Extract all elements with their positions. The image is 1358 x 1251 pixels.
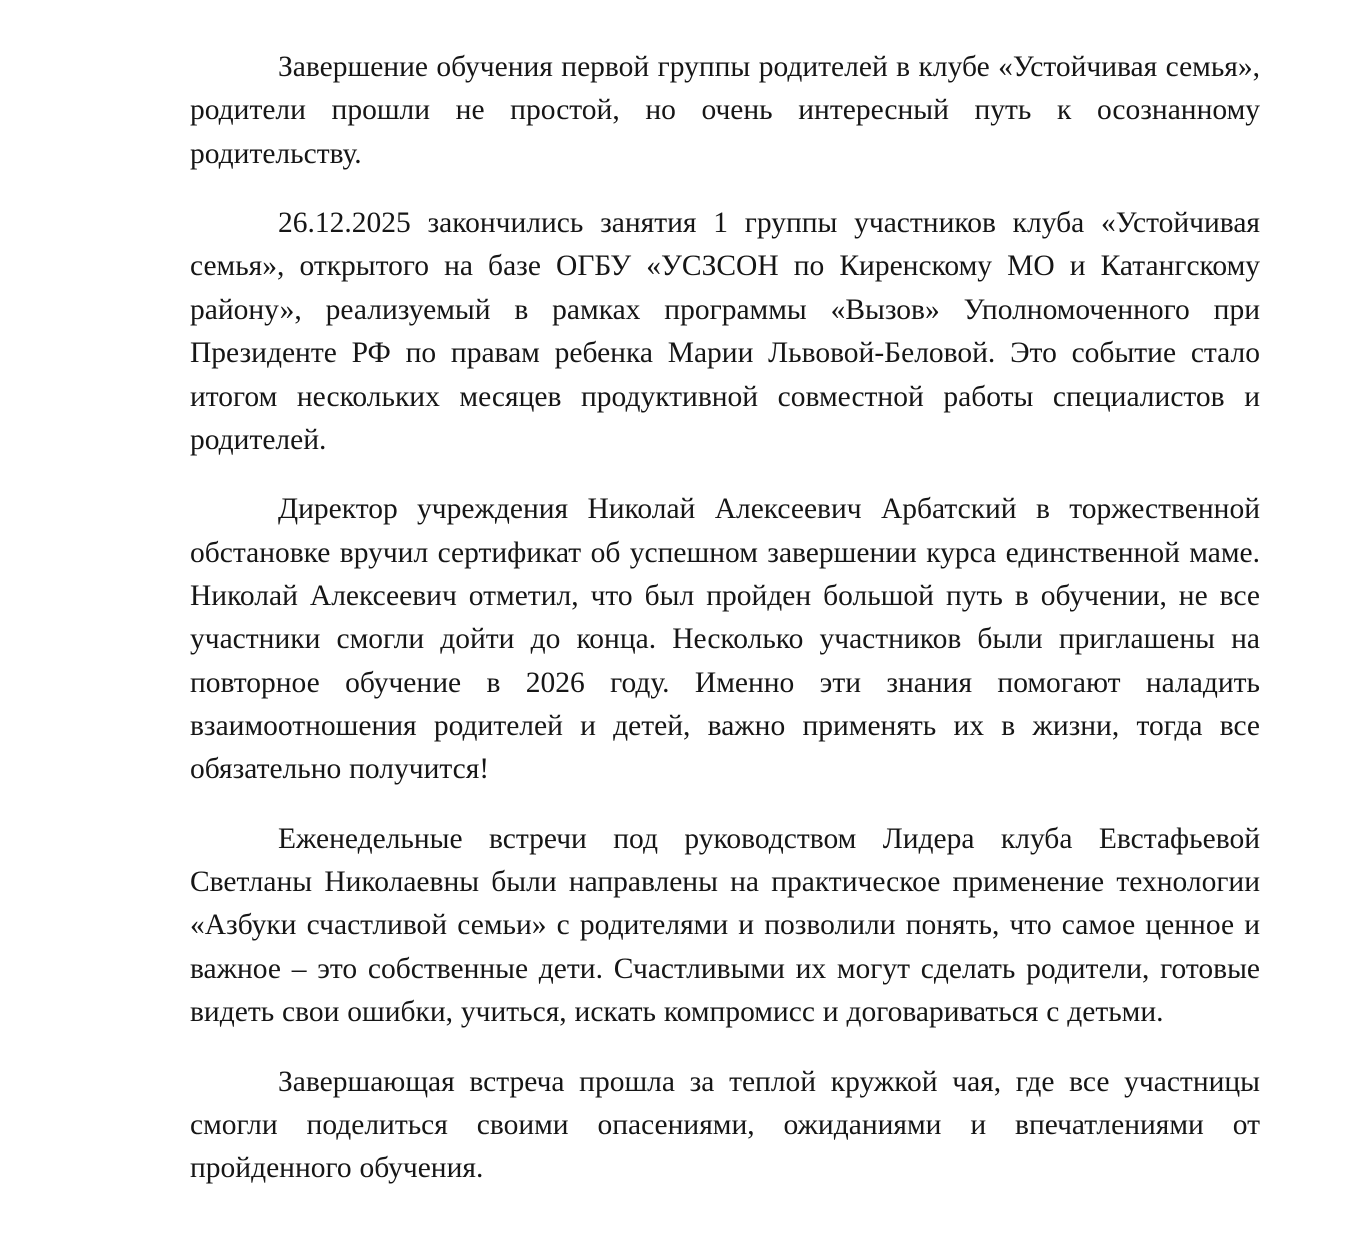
paragraph-5: Завершающая встреча прошла за теплой кружкой чая, где все участницы смогли поделиться своими опасениями, ожиданиями и впечатлениями от пройденного обучения.	[190, 1065, 1260, 1185]
paragraph-4: Еженедельные встречи под руководством Лидера клуба Евстафьевой Светланы Николаевны были направлены на практическое применение технологии «Азбуки счастливой семьи» с родителями и позволили понять, что самое ценное и важное – это собственные дети. Счастливыми их могут сделать родители, готовые видеть свои ошибки, учиться, искать компромисс и договариваться с детьми.	[190, 822, 1260, 1029]
document-body	[190, 46, 1260, 1191]
paragraph-3: Директор учреждения Николай Алексеевич Арбатский в торжественной обстановке вручил сертификат об успешном завершении курса единственной маме. Николай Алексеевич отметил, что был пройден большой путь в обучении, не все участники смогли дойти до конца. Несколько участников были приглашены на повторное обучение в 2026 году. Именно эти знания помогают наладить взаимоотношения родителей и детей, важно применять их в жизни, тогда все обязательно получится!	[190, 493, 1260, 786]
paragraph-2: 26.12.2025 закончились занятия 1 группы участников клуба «Устойчивая семья», открытого на базе ОГБУ «УСЗСОН по Киренскому МО и Катангскому району», реализуемый в рамках программы «Вызов» Уполномоченного при Президенте РФ по правам ребенка Марии Львовой-Беловой. Это событие стало итогом нескольких месяцев продуктивной совместной работы специалистов и родителей.	[190, 207, 1260, 456]
paragraph-1: Завершение обучения первой группы родителей в клубе «Устойчивая семья», родители прошли не простой, но очень интересный путь к осознанному родительству.	[190, 51, 1260, 170]
